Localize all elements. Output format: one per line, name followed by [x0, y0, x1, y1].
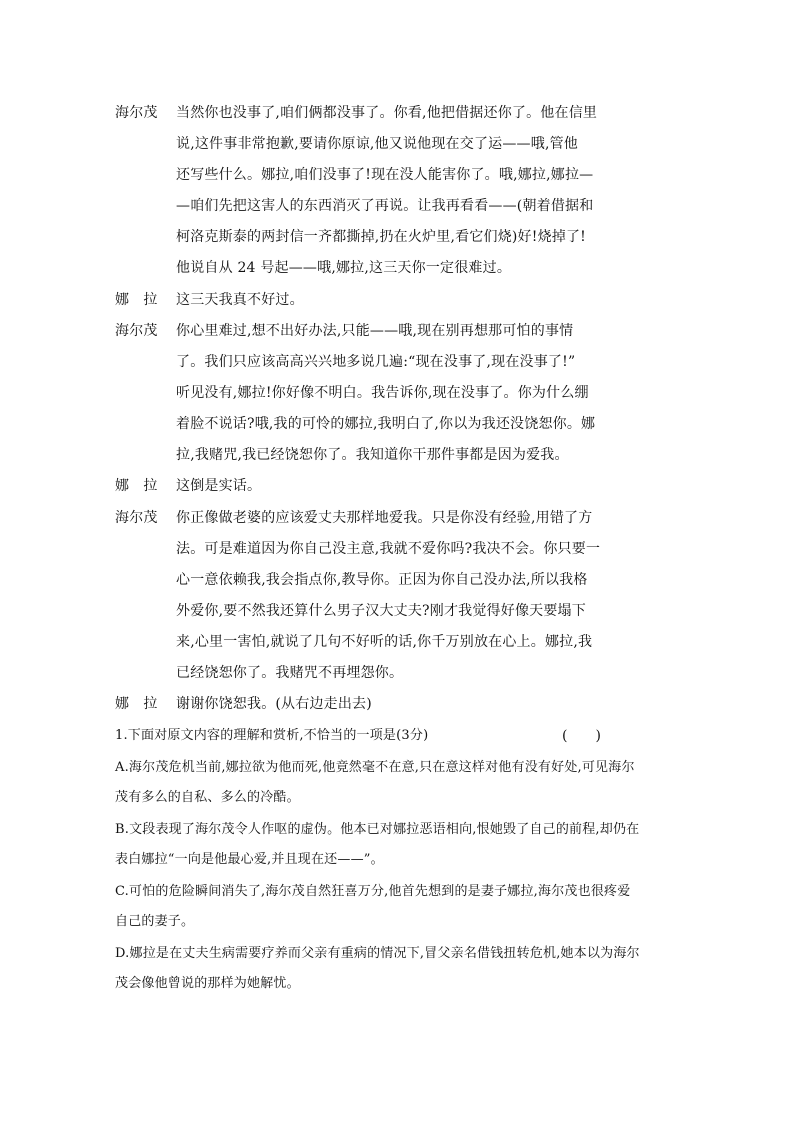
dialogue-line: 已经饶恕你了。我赌咒不再埋怨你。: [176, 665, 404, 681]
option-a-line1: A.海尔茂危机当前,娜拉欲为他而死,他竟然毫不在意,只在意这样对他有没有好处,可见海尔: [115, 760, 635, 775]
dialogue-line: 外爱你,要不然我还算什么男子汉大丈夫?刚才我觉得好像天要塌下: [176, 603, 586, 619]
dialogue-line: 来,心里一害怕,就说了几句不好听的话,你千万别放在心上。娜拉,我: [176, 634, 593, 650]
dialogue-line: 当然你也没事了,咱们俩都没事了。你看,他把借据还你了。他在信里: [176, 105, 598, 121]
option-d-line2: 茂会像他曾说的那样为她解忧。: [115, 976, 300, 991]
dialogue-line: 着脸不说话?哦,我的可怜的娜拉,我明白了,你以为我还没饶恕你。娜: [176, 416, 596, 432]
dialogue-line: 说,这件事非常抱歉,要请你原谅,他又说他现在交了运——哦,管他: [176, 136, 578, 152]
option-b-line1: B.文段表现了海尔茂令人作呕的虚伪。他本已对娜拉恶语相向,恨她毁了自己的前程,却仍在: [115, 822, 640, 837]
dialogue-line: 柯洛克斯泰的两封信一齐都撕掉,扔在火炉里,看它们烧)好!烧掉了!: [176, 229, 587, 245]
dialogue-line: 拉,我赌咒,我已经饶恕你了。我知道你干那件事都是因为爱我。: [176, 447, 569, 463]
option-b-line2: 表白娜拉“一向是他最心爱,并且现在还——”。: [115, 852, 384, 867]
answer-bracket: ( ): [562, 728, 601, 744]
option-d-line1: D.娜拉是在丈夫生病需要疗养而父亲有重病的情况下,冒父亲名借钱扭转危机,她本以为海尔: [115, 946, 640, 961]
option-c-line1: C.可怕的危险瞬间消失了,海尔茂自然狂喜万分,他首先想到的是妻子娜拉,海尔茂也很疼爱: [115, 884, 631, 899]
speaker-label: 娜 拉: [115, 478, 158, 494]
dialogue-line: 谢谢你饶恕我。(从右边走出去): [176, 696, 372, 712]
speaker-label: 海尔茂: [115, 510, 158, 526]
question-stem: 1.下面对原文内容的理解和赏析,不恰当的一项是(3分): [115, 728, 429, 743]
dialogue-line: 这倒是实话。: [176, 478, 262, 494]
dialogue-line: 他说自从 24 号起——哦,娜拉,这三天你一定很难过。: [176, 260, 512, 276]
dialogue-line: 了。我们只应该高高兴兴地多说几遍:“现在没事了,现在没事了!”: [176, 354, 576, 370]
speaker-label: 海尔茂: [115, 323, 158, 339]
dialogue-line: 法。可是难道因为你自己没主意,我就不爱你吗?我决不会。你只要一: [176, 541, 601, 557]
dialogue-line: 还写些什么。娜拉,咱们没事了!现在没人能害你了。哦,娜拉,娜拉—: [176, 167, 594, 183]
dialogue-line: 这三天我真不好过。: [176, 292, 304, 308]
speaker-label: 娜 拉: [115, 292, 158, 308]
speaker-label: 娜 拉: [115, 696, 158, 712]
dialogue-line: —咱们先把这害人的东西消灭了再说。让我再看看——(朝着借据和: [176, 198, 594, 214]
dialogue-line: 你正像做老婆的应该爱丈夫那样地爱我。只是你没有经验,用错了方: [176, 510, 593, 526]
option-c-line2: 自己的妻子。: [115, 914, 195, 929]
dialogue-line: 听见没有,娜拉!你好像不明白。我告诉你,现在没事了。你为什么绷: [176, 385, 589, 401]
dialogue-line: 你心里难过,想不出好办法,只能——哦,现在别再想那可怕的事情: [176, 323, 574, 339]
option-a-line2: 茂有多么的自私、多么的冷酷。: [115, 790, 300, 805]
dialogue-line: 心一意依赖我,我会指点你,教导你。正因为你自己没办法,所以我格: [176, 572, 588, 588]
speaker-label: 海尔茂: [115, 105, 158, 121]
